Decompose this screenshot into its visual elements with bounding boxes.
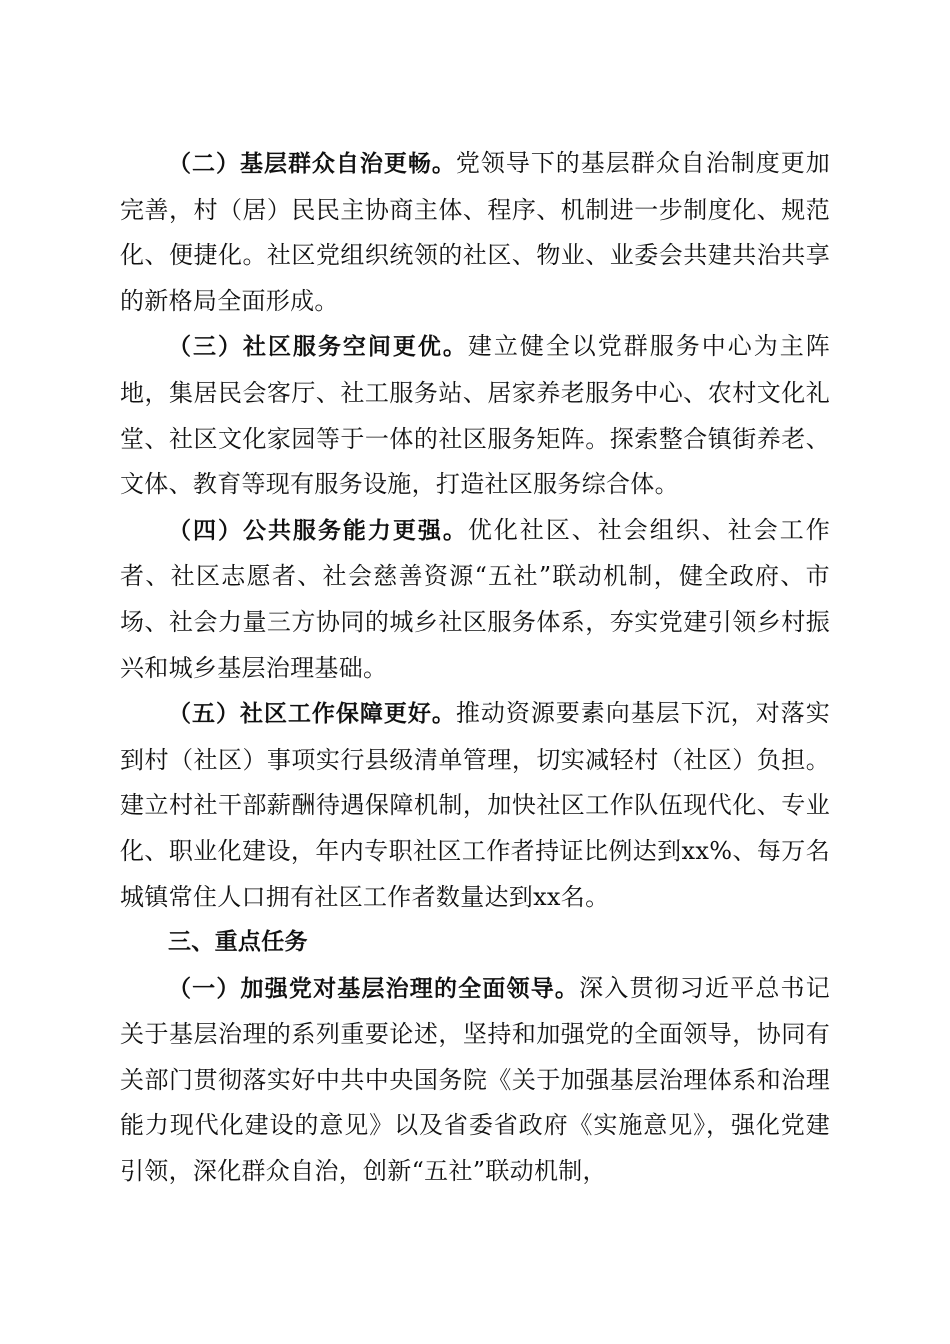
paragraph-public-service-capacity [120, 508, 830, 691]
paragraph-community-service-space [120, 324, 830, 507]
paragraph-lead: （一）加强党对基层治理的全面领导。 [168, 975, 580, 1002]
section-heading-key-tasks: 三、重点任务 [168, 929, 308, 956]
paragraph-lead: （四）公共服务能力更强。 [168, 517, 468, 544]
paragraph-lead: （五）社区工作保障更好。 [168, 701, 456, 728]
paragraph-lead: （三）社区服务空间更优。 [168, 334, 468, 361]
paragraph-lead: （二）基层群众自治更畅。 [168, 151, 456, 177]
paragraph-text: 党领导下的基层群众自治制度更加完善，村（居）民民主协商主体、程序、机制进一步制度化、规范化、便捷化。社区党组织统领的社区、物业、业委会共建共治共享的新格局全面形成。 [120, 149, 830, 315]
paragraph-text: 深入贯彻习近平总书记关于基层治理的系列重要论述，坚持和加强党的全面领导，协同有关部门贯彻落实好中共中央国务院《关于加强基层治理体系和治理能力现代化建设的意见》以及省委省政府《实施意见》，强化党建引领，深化群众自治，创新“五社”联动机制， [120, 973, 831, 1186]
paragraph-grassroots-autonomy [120, 141, 830, 324]
paragraph-text: 优化社区、社会组织、社会工作者、社区志愿者、社会慈善资源“五社”联动机制，健全政府、市场、社会力量三方协同的城乡社区服务体系，夯实党建引领乡村振兴和城乡基层治理基础。 [120, 515, 830, 682]
paragraph-party-leadership [120, 966, 830, 1195]
paragraph-text: 建立健全以党群服务中心为主阵地，集居民会客厅、社工服务站、居家养老服务中心、农村文化礼堂、社区文化家园等于一体的社区服务矩阵。探索整合镇街养老、文体、教育等现有服务设施，打造社区服务综合体。 [120, 332, 830, 499]
paragraph-community-work-guarantee [120, 691, 830, 920]
document-body [120, 141, 830, 1195]
paragraph-text: 推动资源要素向基层下沉，对落实到村（社区）事项实行县级清单管理，切实减轻村（社区）负担。建立村社干部薪酬待遇保障机制，加快社区工作队伍现代化、专业化、职业化建设，年内专职社区工作者持证比例达到xx%、每万名城镇常住人口拥有社区工作者数量达到xx名。 [120, 699, 830, 911]
